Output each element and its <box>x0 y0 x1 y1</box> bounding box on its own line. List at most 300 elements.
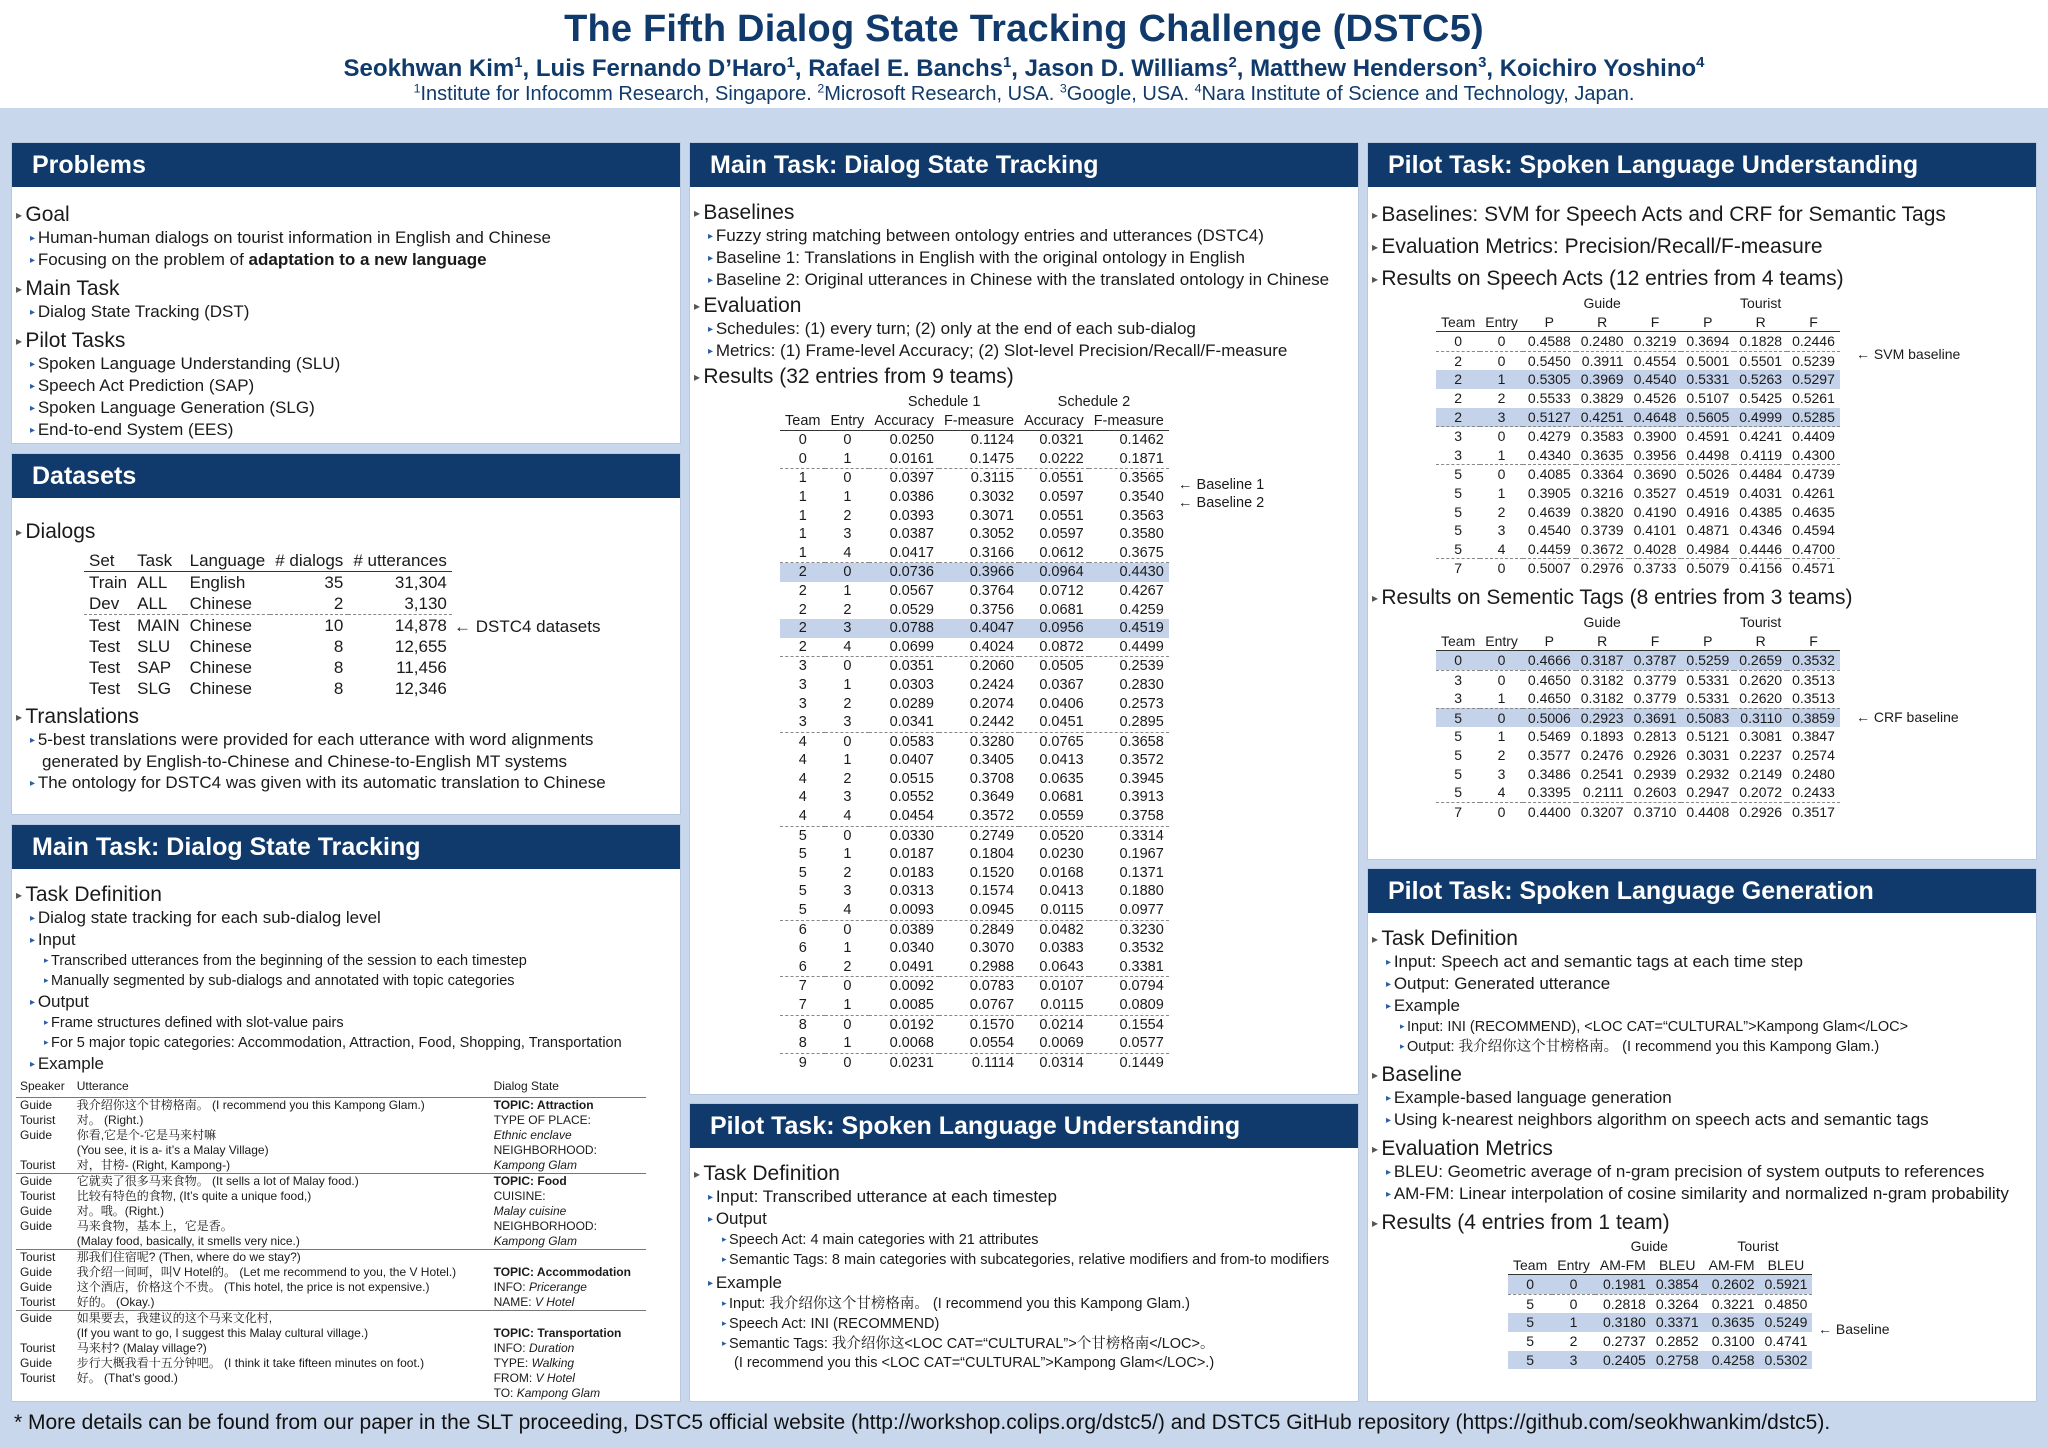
utterance-cell: 对。 (Right.) <box>76 1113 144 1127</box>
speaker-cell: Guide <box>20 1265 53 1279</box>
table-cell: 0 <box>825 826 869 845</box>
speaker-cell <box>16 1143 73 1158</box>
author-sup: 1 <box>1002 55 1012 71</box>
table-cell: 0.1449 <box>1089 1053 1169 1072</box>
header-cell: Team <box>1513 1256 1548 1273</box>
example-row <box>16 1128 646 1143</box>
table-cell: 0.3956 <box>1633 446 1677 463</box>
table-cell: 0.5302 <box>1760 1351 1813 1370</box>
utterance-cell: 马来食物，基本上，它是香。 <box>76 1219 233 1233</box>
table-cell: 0.3945 <box>1119 770 1164 787</box>
dialog-state-cell <box>490 1326 646 1341</box>
table-cell: Dev <box>89 594 120 613</box>
table-cell: 0.3854 <box>1651 1275 1704 1295</box>
utterance-cell: 好的。 (Okay.) <box>76 1295 155 1309</box>
table-cell: 0.1475 <box>969 450 1015 467</box>
table-cell: 5 <box>1454 522 1463 539</box>
table-cell: 0.3658 <box>1089 732 1169 751</box>
table-cell: 5 <box>1454 728 1463 745</box>
problems-panel <box>11 142 681 444</box>
dialog-state-cell <box>490 1204 646 1219</box>
slg-panel <box>1367 868 2037 1402</box>
evaluation-item: ▸ Metrics: (1) Frame-level Accuracy; (2) Slot-level Precision/Recall/F-measure <box>694 340 1354 362</box>
table-cell: 0.4430 <box>1089 563 1169 582</box>
utterance-cell: 步行大概我看十五分钟吧。 (I think it take fifteen minutes on foot.) <box>76 1356 425 1370</box>
utterance-cell: 这个酒店，价格这个不贵。 (This hotel, the price is not expensive.) <box>76 1280 430 1294</box>
table-cell: 0.4446 <box>1739 540 1783 557</box>
header-cell: AM-FM <box>1599 1256 1646 1273</box>
crf-baseline-note: ← CRF baseline <box>1856 709 1959 725</box>
table-cell: 0.3100 <box>1711 1332 1755 1349</box>
table-cell: 0.4739 <box>1787 465 1840 484</box>
example-row <box>16 1234 646 1250</box>
header-cell: Speaker <box>20 1079 65 1093</box>
table-cell: 0.3690 <box>1629 465 1682 484</box>
footer-note: * More details can be found from our paper in the SLT proceeding, DSTC5 official website (http://workshop.colips.org/dstc5/) and DSTC5 GitHub repository (https://github.com/seokhwankim/dstc5). <box>14 1411 1831 1434</box>
header-cell: R <box>1597 313 1608 330</box>
table-cell: 0.4519 <box>1686 484 1730 501</box>
speaker-cell: Tourist <box>20 1189 56 1203</box>
group-header-row <box>1508 1237 1812 1256</box>
header-cell: Accuracy <box>1024 412 1084 429</box>
table-cell: 0.0945 <box>969 902 1015 919</box>
table-cell: 0.3847 <box>1792 728 1835 745</box>
table-cell: 1 <box>798 544 807 561</box>
table-row <box>780 958 1169 977</box>
table-cell: 0.4540 <box>1527 522 1571 539</box>
table-cell: Chinese <box>189 594 252 613</box>
table-cell: 4 <box>843 808 852 825</box>
table-row <box>1436 746 1840 765</box>
affiliation-list <box>0 83 2048 106</box>
table-cell: 0.0809 <box>1119 997 1164 1013</box>
table-row <box>1436 708 1840 727</box>
table-cell: 0.0552 <box>889 789 934 806</box>
table-cell: 1 <box>843 450 852 467</box>
header-cell <box>1508 1237 1552 1256</box>
table-cell: 3 <box>798 695 807 712</box>
table-row <box>1508 1275 1812 1295</box>
table-cell: 12,346 <box>394 679 447 698</box>
author-sep: , <box>522 55 536 82</box>
table-cell: 5 <box>1436 465 1480 484</box>
table-cell: 0.3219 <box>1629 332 1682 352</box>
table-cell: 5 <box>798 883 807 900</box>
table-cell: 0.4499 <box>1119 638 1164 655</box>
eval-heading: ▸ Evaluation Metrics <box>1372 1137 2032 1161</box>
input-heading: ▸ Input <box>16 929 676 951</box>
table-cell: 0.0551 <box>1039 507 1084 524</box>
header-cell: R <box>1597 632 1608 649</box>
header-cell: Task <box>137 551 173 570</box>
table-cell: 0.3708 <box>969 770 1015 787</box>
speaker-cell: Guide <box>16 1174 73 1190</box>
dialogs-heading: ▸ Dialogs <box>16 520 676 544</box>
table-cell: 0.1967 <box>1119 846 1164 863</box>
group-header-row <box>1436 613 1840 632</box>
table-cell: 1 <box>780 469 825 488</box>
table-cell: 0.3779 <box>1629 670 1682 689</box>
table-row <box>84 615 452 637</box>
table-row <box>780 488 1169 507</box>
table-row <box>780 507 1169 526</box>
table-cell: 0.3513 <box>1792 690 1835 707</box>
datasets-table <box>84 550 452 699</box>
table-cell: 0.4031 <box>1739 484 1783 501</box>
table-row <box>1436 689 1840 708</box>
table-cell: 5 <box>798 902 807 919</box>
table-row <box>1436 389 1840 408</box>
main-task-item: ▸ Dialog State Tracking (DST) <box>16 301 676 323</box>
table-cell: 0.0451 <box>1039 714 1084 731</box>
table-cell: 0.3572 <box>1119 752 1164 769</box>
table-cell: 0.0389 <box>869 920 939 939</box>
dialog-state-cell <box>490 1174 646 1190</box>
table-cell: 0.4409 <box>1787 427 1840 446</box>
table-cell: Test <box>89 679 121 698</box>
table-cell: 0.5285 <box>1787 408 1840 427</box>
table-row <box>84 678 452 699</box>
table-cell: 0.3532 <box>1787 651 1840 671</box>
table-cell: Test <box>84 615 132 637</box>
table-cell: 0.0765 <box>1019 732 1089 751</box>
table-cell: 5 <box>1454 784 1463 801</box>
table-cell: 0.3913 <box>1119 789 1164 806</box>
header-cell: Utterance <box>76 1079 129 1093</box>
results-heading: ▸ Results (32 entries from 9 teams) <box>694 365 1354 389</box>
table-cell: 0.3649 <box>969 789 1015 806</box>
pilot-item: ▸ Spoken Language Understanding (SLU) <box>16 353 676 375</box>
dst-definition-panel <box>11 824 681 1402</box>
table-cell: 0.4540 <box>1629 370 1682 389</box>
task-def-item: ▸ Output: Generated utterance <box>1372 973 2032 995</box>
goal-item: ▸ Human-human dialogs on tourist information in English and Chinese <box>16 227 676 249</box>
table-cell: 0.3527 <box>1633 484 1677 501</box>
table-cell: 3 <box>798 676 807 693</box>
table-cell: 0.3032 <box>969 488 1015 505</box>
table-cell: 0.5121 <box>1686 728 1730 745</box>
table-cell: 3 <box>843 883 852 900</box>
table-cell: 3 <box>1552 1351 1595 1370</box>
table-header-row <box>780 412 1169 431</box>
header-cell <box>780 393 825 412</box>
dialog-state-cell <box>490 1295 646 1311</box>
table-row <box>84 593 452 615</box>
slot-value: Kampong Glam <box>493 1158 577 1172</box>
table-cell: 0.4085 <box>1523 465 1576 484</box>
slot-name: FROM: <box>493 1371 536 1385</box>
table-cell: 3 <box>825 619 869 638</box>
task-def-heading: ▸ Task Definition <box>694 1162 1354 1186</box>
table-row <box>1436 446 1840 465</box>
utterance-cell: (Malay food, basically, it smells very nice.) <box>76 1234 300 1248</box>
table-row <box>780 882 1169 901</box>
table-cell: 0.3966 <box>939 563 1019 582</box>
table-cell: 5 <box>1454 503 1463 520</box>
table-cell: 0.2988 <box>969 958 1015 975</box>
example-item: ▸ Input: INI (RECOMMEND), <LOC CAT=“CULTURAL”>Kampong Glam</LOC> <box>1372 1017 2032 1037</box>
dialog-state-cell <box>490 1280 646 1295</box>
table-cell: 0.4261 <box>1792 484 1835 501</box>
table-cell: 0.2442 <box>969 714 1015 731</box>
table-cell: 0.5305 <box>1523 370 1576 389</box>
table-cell: 0.0577 <box>1119 1035 1164 1052</box>
table-row <box>780 582 1169 601</box>
table-cell: 0 <box>825 1015 869 1034</box>
table-cell: 0.4346 <box>1739 522 1783 539</box>
table-cell: 0.0214 <box>1019 1015 1089 1034</box>
example-item: ▸ Speech Act: INI (RECOMMEND) <box>694 1314 1354 1334</box>
example-heading: ▸ Example <box>1372 995 2032 1017</box>
table-row <box>780 601 1169 620</box>
table-row <box>1436 802 1840 821</box>
table-cell: 7 <box>798 997 807 1013</box>
table-cell: 0.1880 <box>1119 883 1164 900</box>
table-cell: 0.3691 <box>1629 708 1682 727</box>
table-cell: 0.2074 <box>969 695 1015 712</box>
table-cell: 0.4279 <box>1523 427 1576 446</box>
table-cell: 7 <box>1436 802 1480 821</box>
table-cell: 0.0554 <box>969 1035 1015 1052</box>
table-cell: 0.0092 <box>869 977 939 996</box>
header-cell: Entry <box>1485 632 1518 649</box>
table-cell: 0.3081 <box>1739 728 1783 745</box>
table-cell: 1 <box>1480 370 1523 389</box>
table-cell: 0.2541 <box>1580 765 1624 782</box>
slot-name: INFO: <box>493 1280 529 1294</box>
table-cell: 5 <box>1454 765 1463 782</box>
table-cell: 5 <box>1436 708 1480 727</box>
table-cell: 0.2237 <box>1739 747 1783 764</box>
author-sup: 4 <box>1696 55 1705 71</box>
table-cell: 0 <box>1480 651 1523 671</box>
table-cell: 0.0699 <box>889 638 934 655</box>
table-cell: 0.0567 <box>889 582 934 599</box>
table-cell: 0.0783 <box>939 977 1019 996</box>
utterance-cell: (You see, it is a- it’s a Malay Village) <box>76 1143 269 1157</box>
author-name: Rafael E. Banchs <box>808 55 1003 82</box>
table-cell: 0.0977 <box>1119 902 1164 919</box>
panel-title: Main Task: Dialog State Tracking <box>12 825 680 869</box>
table-cell: 0 <box>1480 559 1523 578</box>
table-cell: 0 <box>1480 427 1523 446</box>
table-cell: 2 <box>1436 370 1480 389</box>
table-cell: 0.3070 <box>969 940 1015 957</box>
table-cell: 0.3513 <box>1787 670 1840 689</box>
table-row <box>780 788 1169 807</box>
speaker-cell: Tourist <box>16 1250 73 1266</box>
header-cell: # dialogs <box>275 551 344 570</box>
table-cell: 0.4259 <box>1119 601 1164 618</box>
author-list <box>0 55 2048 83</box>
table-cell: 0.2060 <box>939 657 1019 676</box>
output-item: ▸ For 5 major topic categories: Accommodation, Attraction, Food, Shopping, Transportation <box>16 1033 676 1053</box>
table-cell: MAIN <box>132 615 185 637</box>
table-cell: 0.4519 <box>1089 619 1169 638</box>
table-cell: Test <box>89 637 121 656</box>
header-cell: P <box>1703 313 1713 330</box>
translation-item: ▸ The ontology for DSTC4 was given with its automatic translation to Chinese <box>16 772 676 794</box>
table-cell: 0.3052 <box>969 526 1015 543</box>
table-cell: 0.4300 <box>1792 446 1835 463</box>
speaker-cell <box>16 1326 73 1341</box>
table-row <box>1508 1294 1812 1313</box>
header-cell: F <box>1809 313 1818 330</box>
table-cell: 0.3371 <box>1651 1313 1704 1332</box>
speaker-cell: Guide <box>16 1311 73 1327</box>
table-cell: 0.0330 <box>869 826 939 845</box>
table-cell: 5 <box>1454 484 1463 501</box>
output-heading: ▸ Output <box>694 1208 1354 1230</box>
speaker-cell <box>16 1234 73 1250</box>
translation-item-cont: generated by English-to-Chinese and Chinese-to-English MT systems <box>42 752 568 771</box>
slg-results-table <box>1508 1237 1812 1369</box>
table-cell: 1 <box>843 752 852 769</box>
example-row <box>16 1326 646 1341</box>
group-header-cell: Guide <box>1583 613 1621 630</box>
table-row <box>1436 332 1840 352</box>
table-header-row <box>84 550 452 572</box>
author-name: Matthew Henderson <box>1250 55 1479 82</box>
table-cell: 0.2849 <box>939 920 1019 939</box>
table-cell: 0.3820 <box>1580 503 1624 520</box>
table-cell: 3 <box>1497 765 1506 782</box>
table-cell: 0.2749 <box>939 826 1019 845</box>
speaker-cell: Tourist <box>20 1341 56 1355</box>
table-cell: 0 <box>1436 332 1480 352</box>
table-row <box>780 845 1169 864</box>
slot-value: Duration <box>528 1341 575 1355</box>
panel-title: Pilot Task: Spoken Language Understanding <box>690 1104 1358 1148</box>
table-row <box>780 1053 1169 1072</box>
table-row <box>780 563 1169 582</box>
table-row <box>780 901 1169 920</box>
table-cell: 8 <box>333 679 344 698</box>
table-cell: 0.0505 <box>1019 657 1089 676</box>
table-cell: 1 <box>843 676 852 693</box>
table-cell: 0.3280 <box>939 732 1019 751</box>
table-cell: 0.5249 <box>1760 1313 1813 1332</box>
table-cell: 0.0491 <box>889 958 934 975</box>
table-cell: 5 <box>780 826 825 845</box>
table-cell: 0.0417 <box>889 544 934 561</box>
table-cell: 0.4119 <box>1740 446 1783 463</box>
table-cell: 0.3859 <box>1787 708 1840 727</box>
example-row <box>16 1280 646 1295</box>
table-cell: 0.2852 <box>1655 1332 1699 1349</box>
table-cell: 0 <box>1436 651 1480 671</box>
task-def-heading: ▸ Task Definition <box>16 883 676 907</box>
table-cell: 0.4700 <box>1792 540 1835 557</box>
table-cell: 0.0069 <box>1039 1035 1084 1052</box>
header-cell: F-measure <box>943 412 1015 429</box>
example-heading: ▸ Example <box>694 1272 1354 1294</box>
translation-item: ▸ 5-best translations were provided for each utterance with word alignments <box>16 729 676 751</box>
header-cell: P <box>1703 632 1713 649</box>
table-cell: 0.0115 <box>1040 997 1084 1013</box>
table-cell: 0.4385 <box>1739 503 1783 520</box>
header-cell <box>1480 294 1523 313</box>
table-cell: 1 <box>1497 484 1506 501</box>
table-cell: 3 <box>1436 670 1480 689</box>
input-item: ▸ Manually segmented by sub-dialogs and annotated with topic categories <box>16 971 676 991</box>
table-cell: 0.2480 <box>1576 332 1629 352</box>
output-item: ▸ Frame structures defined with slot-value pairs <box>16 1013 676 1033</box>
table-cell: ALL <box>132 572 185 594</box>
table-cell: 4 <box>798 770 807 787</box>
table-cell: 0.1462 <box>1089 431 1169 450</box>
table-cell: 0 <box>1480 351 1523 370</box>
header-cell <box>825 393 869 412</box>
table-cell: 0.1570 <box>939 1015 1019 1034</box>
example-row <box>16 1219 646 1234</box>
table-cell: 0.2539 <box>1089 657 1169 676</box>
table-cell: 0 <box>825 1053 869 1072</box>
slu-baselines-item: ▸ Baselines: SVM for Speech Acts and CRF for Semantic Tags <box>1372 203 2032 227</box>
table-cell: 0.3675 <box>1119 544 1164 561</box>
table-cell: 0.3635 <box>1580 446 1624 463</box>
speaker-cell: Guide <box>20 1204 53 1218</box>
table-cell: 0.2446 <box>1787 332 1840 352</box>
table-cell: 0 <box>1480 708 1523 727</box>
table-cell: 0 <box>825 469 869 488</box>
example-item: ▸ Output: 我介绍你这个甘榜格南。 (I recommend you this Kampong Glam.) <box>1372 1037 2032 1057</box>
author-sep: , <box>1486 55 1500 82</box>
speaker-cell: Guide <box>20 1219 53 1233</box>
table-cell: 0.4741 <box>1764 1332 1808 1349</box>
table-cell: 0.4101 <box>1633 522 1677 539</box>
table-cell: 0.2659 <box>1734 651 1787 671</box>
table-row <box>1436 670 1840 689</box>
author-sep: , <box>794 55 809 82</box>
example-row <box>16 1356 646 1371</box>
table-cell: 0.0192 <box>869 1015 939 1034</box>
table-header-row <box>1508 1256 1812 1275</box>
slot-value: Ethnic enclave <box>493 1128 572 1142</box>
eval-item: ▸ AM-FM: Linear interpolation of cosine similarity and normalized n-gram probability <box>1372 1183 2032 1205</box>
table-cell: 0.2813 <box>1633 728 1677 745</box>
output-item: ▸ Speech Act: 4 main categories with 21 attributes <box>694 1230 1354 1250</box>
table-cell: 0 <box>825 732 869 751</box>
baseline-item: ▸ Using k-nearest neighbors algorithm on speech acts and semantic tags <box>1372 1109 2032 1131</box>
table-row <box>780 657 1169 676</box>
dialog-state-cell <box>490 1341 646 1356</box>
table-cell: 12,655 <box>394 637 447 656</box>
table-cell: 3 <box>798 714 807 731</box>
slot-name: TYPE: <box>493 1356 532 1370</box>
table-cell: 2 <box>798 638 807 655</box>
semantic-tags-table <box>1436 613 1840 822</box>
example-row <box>16 1189 646 1204</box>
table-cell: 0.3710 <box>1629 802 1682 821</box>
table-row <box>780 450 1169 469</box>
table-cell: 6 <box>798 940 807 957</box>
table-cell: 1 <box>843 582 852 599</box>
table-cell: 0.4241 <box>1734 427 1787 446</box>
table-cell: 0.3182 <box>1576 670 1629 689</box>
table-cell: 0.5127 <box>1523 408 1576 427</box>
baseline-item: ▸ Fuzzy string matching between ontology entries and utterances (DSTC4) <box>694 225 1354 247</box>
table-cell: 0.5006 <box>1523 708 1576 727</box>
table-cell: 0.0635 <box>1039 770 1084 787</box>
author-name: Seokhwan Kim <box>343 55 515 82</box>
table-row <box>1436 651 1840 671</box>
group-header-cell: Schedule 2 <box>1057 394 1131 410</box>
header-cell: P <box>1544 313 1554 330</box>
table-cell: 0.2072 <box>1739 784 1783 801</box>
table-row <box>780 732 1169 751</box>
table-cell: 0.4650 <box>1527 690 1571 707</box>
